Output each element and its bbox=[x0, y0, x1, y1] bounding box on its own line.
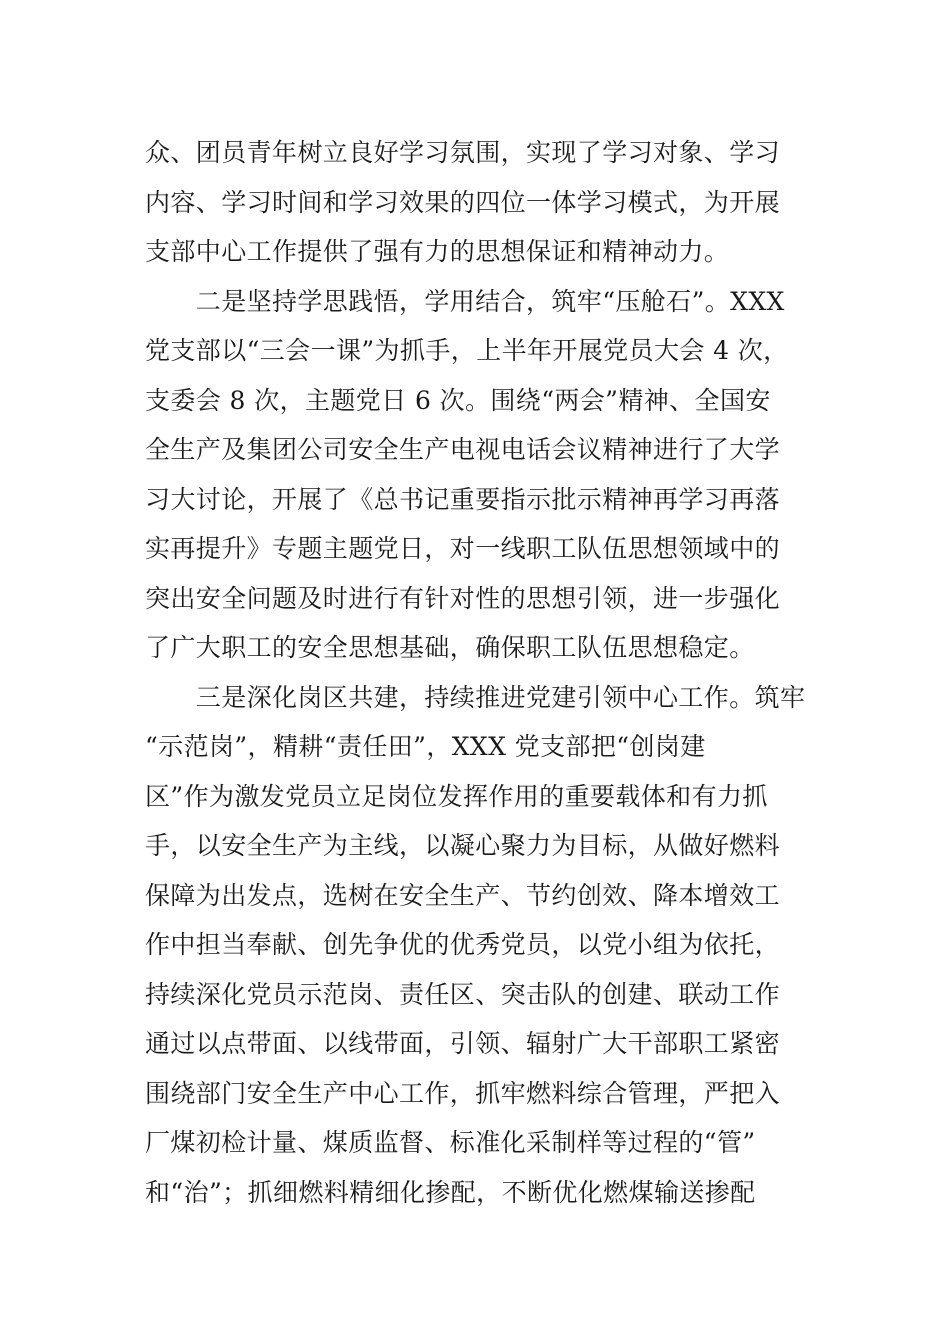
text-line: 二是坚持学思践悟，学用结合，筑牢“压舱石”。XXX bbox=[145, 286, 785, 316]
text-line: 保障为出发点，选树在安全生产、节约创效、降本增效工 bbox=[145, 880, 781, 910]
text-line: 实再提升》专题主题党日，对一线职工队伍思想领域中的 bbox=[145, 534, 781, 563]
text-line: 三是深化岗区共建，持续推进党建引领中心工作。筑牢 bbox=[145, 682, 806, 712]
text-line: 支部中心工作提供了强有力的思想保证和精神动力。 bbox=[145, 237, 730, 266]
text-line: 围绕部门安全生产中心工作，抓牢燃料综合管理，严把入 bbox=[145, 1078, 781, 1108]
text-line: 内容、学习时间和学习效果的四位一体学习模式，为开展 bbox=[145, 187, 781, 217]
text-line: 厂煤初检计量、煤质监督、标准化采制样等过程的“管” bbox=[145, 1128, 756, 1157]
text-line: 通过以点带面、以线带面，引领、辐射广大干部职工紧密 bbox=[145, 1029, 781, 1058]
text-line: “示范岗”，精耕“责任田”，XXX 党支部把“创岗建 bbox=[145, 732, 706, 761]
text-line: 众、团员青年树立良好学习氛围，实现了学习对象、学习 bbox=[145, 138, 781, 167]
text-line: 手，以安全生产为主线，以凝心聚力为目标，从做好燃料 bbox=[145, 831, 781, 860]
text-line: 党支部以“三会一课”为抓手，上半年开展党员大会 4 次， bbox=[145, 336, 789, 365]
text-line: 全生产及集团公司安全生产电视电话会议精神进行了大学 bbox=[145, 435, 781, 464]
text-line: 支委会 8 次，主题党日 6 次。围绕“两会”精神、全国安 bbox=[145, 385, 771, 415]
text-line: 和“治”；抓细燃料精细化掺配，不断优化燃煤输送掺配 bbox=[145, 1177, 756, 1207]
text-line: 突出安全问题及时进行有针对性的思想引领，进一步强化 bbox=[145, 583, 781, 613]
text-line: 了广大职工的安全思想基础，确保职工队伍思想稳定。 bbox=[145, 633, 755, 662]
text-line: 持续深化党员示范岗、责任区、突击队的创建、联动工作 bbox=[145, 979, 781, 1009]
text-line: 作中担当奉献、创先争优的优秀党员，以党小组为依托， bbox=[145, 930, 781, 959]
text-line: 区”作为激发党员立足岗位发挥作用的重要载体和有力抓 bbox=[145, 781, 768, 811]
text-line: 习大讨论，开展了《总书记重要指示批示精神再学习再落 bbox=[145, 484, 781, 514]
body-text bbox=[145, 128, 810, 1217]
